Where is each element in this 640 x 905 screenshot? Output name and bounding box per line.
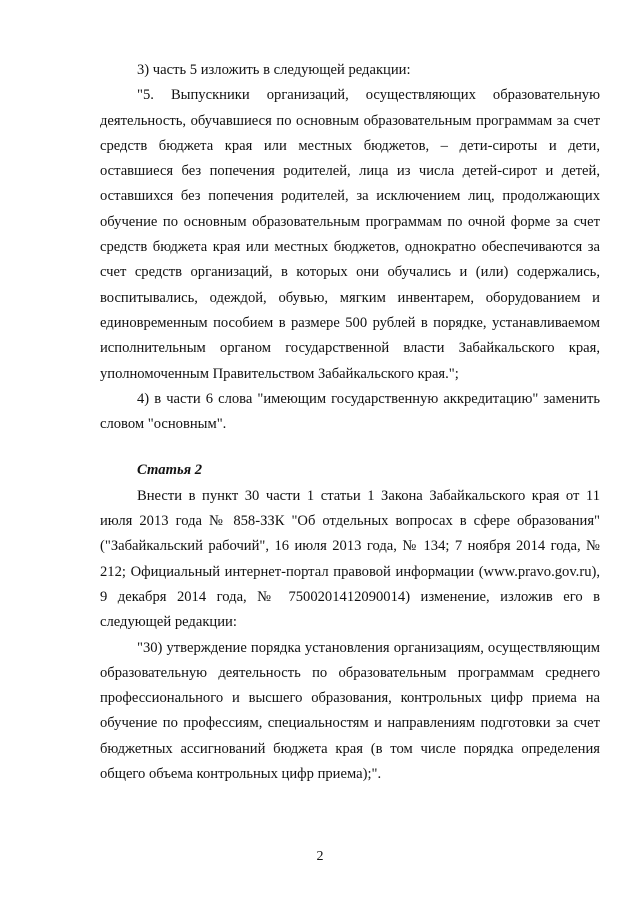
article-heading: Статья 2 [137,462,203,479]
document-body [100,58,600,787]
paragraph-article2-intro: Внести в пункт 30 части 1 статьи 1 Закона Забайкальского края от 11 июля 2013 года № 858-ЗЗК "Об отдельных вопросах в сфере образования" ("Забайкальский рабочий", 16 июля 2013 года, № 134; 7 ноября 2014 года, № 212; Официальный интернет-портал правовой информации (www.pravo.gov.ru), 9 декабря 2014 года, № 7500201412090014) изменение, изложив его в следующей редакции: [100,487,600,631]
paragraph-article2-text: "30) утверждение порядка установления организациям, осуществляющим образовательную деятельность по образовательным программам среднего профессионального и высшего образования, контрольных цифр приема на обучение по профессиям, специальностям и направлениям подготовки за счет бюджетных ассигнований бюджета края (в том числе порядка определения общего объема контрольных цифр приема);". [100,639,600,783]
paragraph-part5-intro: 3) часть 5 изложить в следующей редакции: [137,62,411,78]
page-number: 2 [316,849,324,864]
paragraph-part6: 4) в части 6 слова "имеющим государственную аккредитацию" заменить словом "основным". [100,390,600,433]
paragraph-part5-text: "5. Выпускники организаций, осуществляющих образовательную деятельность, обучавшиеся по основным образовательным программам за счет средств бюджета края или местных бюджетов, – дети-сироты и дети, оставшиеся без попечения родителей, лица из числа детей-сирот и детей, оставшихся без попечения родителей, за исключением лиц, продолжающих обучение по основным образовательным программам по очной форме за счет средств бюджета края или местных бюджетов, однократно обеспечиваются за счет средств организаций, в которых они обучались и (или) содержались, воспитывались, одеждой, обувью, мягким инвентарем, оборудованием и единовременным пособием в размере 500 рублей в порядке, устанавливаемом исполнительным органом государственной власти Забайкальского края, уполномоченным Правительством Забайкальского края."; [100,87,600,382]
